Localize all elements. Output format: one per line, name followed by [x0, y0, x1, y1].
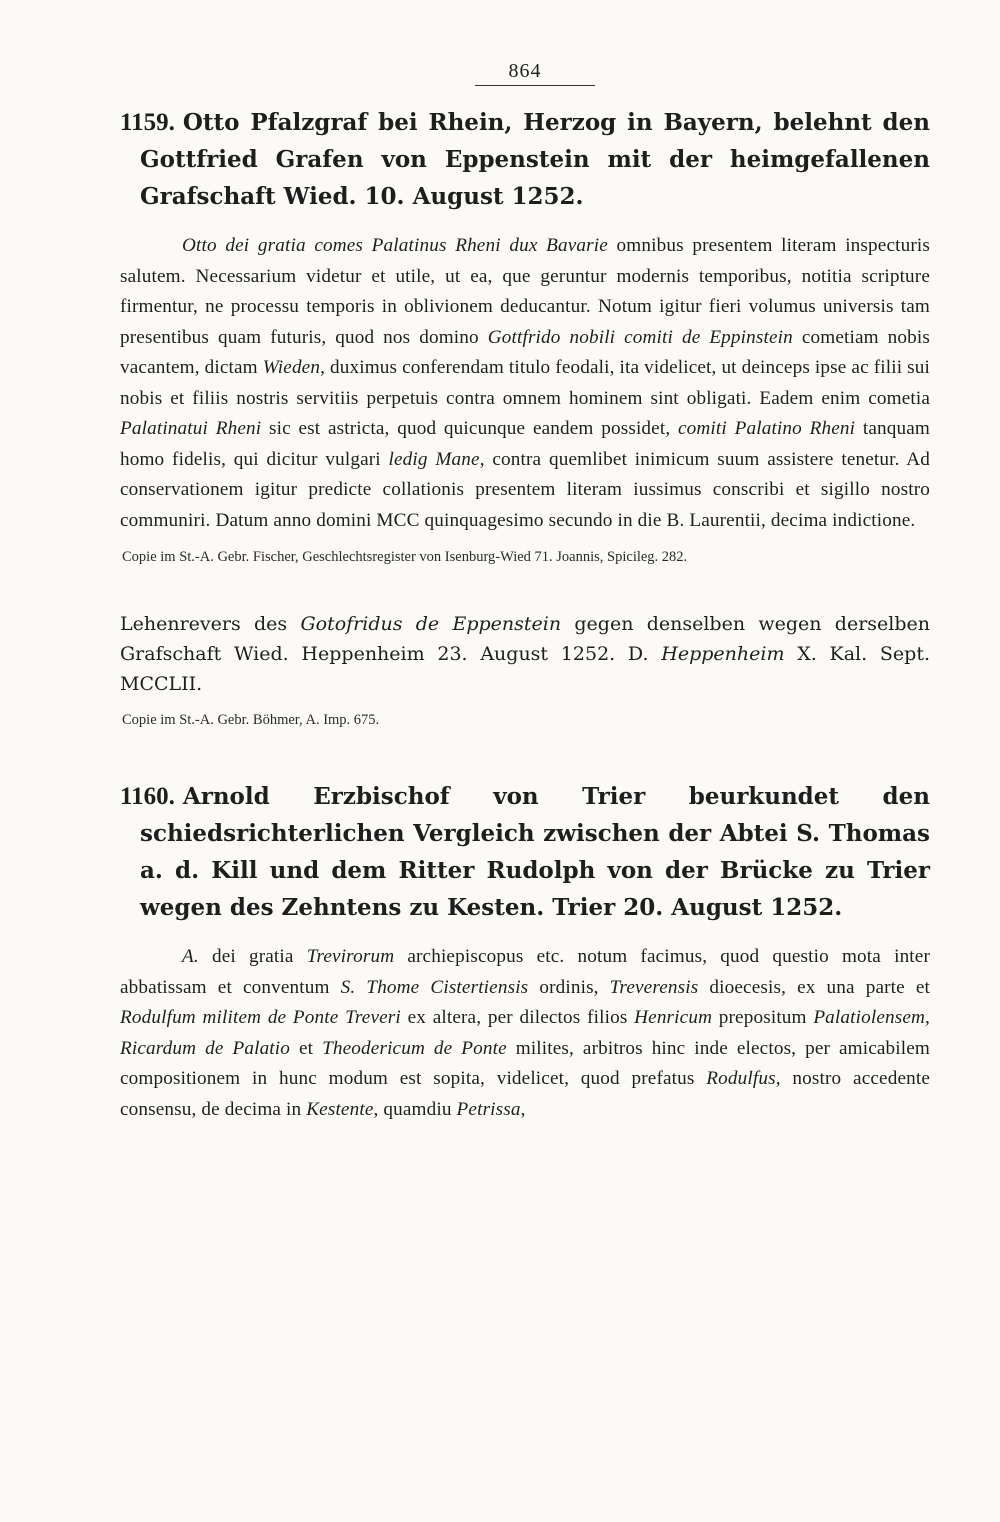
regest-source-note: Copie im St.-A. Gebr. Böhmer, A. Imp. 675.: [122, 712, 380, 728]
text-segment: ,: [520, 1098, 526, 1120]
italic-text-segment: Palatiolensem: [813, 1007, 926, 1028]
italic-text-segment: Wieden: [262, 357, 321, 378]
entry-1160-number: 1160.: [120, 783, 175, 810]
text-segment: sic est astricta, quod quicunque eandem possidet,: [261, 418, 679, 439]
entry-1159-source-note: Copie im St.-A. Gebr. Fischer, Geschlechtsregister von Isenburg-Wied 71. Joannis, Spicileg. 282.: [122, 549, 688, 565]
text-segment: omnibus presentem literam inspecturis salutem. Necessarium videtur et utile, ut ea, que geruntur modernis temporibus, notitia scripture firmentur, ne processu temporis in oblivionem deducantur. Notum igitur fieri volumus universis tam presentibus quam futuris, quod nos domino: [120, 235, 930, 348]
entry-1160-body: [120, 942, 930, 1125]
text-segment: prepositum: [712, 1007, 814, 1028]
italic-text-segment: Kestente: [306, 1098, 374, 1120]
italic-text-segment: Gotofridus de Eppenstein: [300, 613, 562, 635]
text-segment: , nostro accedente consensu, de decima in: [120, 1068, 930, 1120]
italic-text-segment: S. Thome Cistertiensis: [340, 976, 529, 998]
entry-1159-title: Otto Pfalzgraf bei Rhein, Herzog in Bayern, belehnt den Gottfried Grafen von Eppenstein mit der heimgefallenen Grafschaft Wied. 10. August 1252.: [140, 109, 930, 210]
regest-text: [120, 609, 930, 699]
italic-text-segment: ledig Mane: [388, 448, 480, 470]
entry-1160-title: Arnold Erzbischof von Trier beurkundet den schiedsrichterlichen Vergleich zwischen der Abtei S. Thomas a. d. Kill und dem Ritter Rudolph von der Brücke zu Trier wegen des Zehntens zu Kesten. Trier 20. August 1252.: [140, 783, 930, 921]
italic-text-segment: A.: [182, 946, 199, 967]
italic-text-segment: Rodulfum militem de Ponte Treveri: [120, 1007, 401, 1028]
text-segment: X. Kal. Sept. MCCLII.: [120, 643, 931, 695]
text-segment: dioecesis, ex una parte et: [698, 976, 931, 998]
entry-1160-heading: [120, 778, 930, 926]
text-segment: dei gratia: [198, 946, 307, 967]
text-segment: ordinis,: [528, 976, 610, 998]
text-segment: ,: [925, 1007, 930, 1028]
text-segment: , contra quemlibet inimicum suum assistere tenetur. Ad conservationem igitur predicte collationis presentem literam iussimus conscribi et sigillo nostro communiri. Datum anno domini MCC quinquagesimo secundo in die B. Laurentii, decima indictione.: [120, 448, 930, 531]
page-number-rule: [475, 85, 595, 86]
italic-text-segment: Henricum: [634, 1007, 713, 1028]
text-segment: ex altera, per dilectos filios: [400, 1007, 635, 1028]
italic-text-segment: Palatinatui Rheni: [120, 418, 262, 439]
text-segment: gegen denselben wegen derselben Grafschaft Wied. Heppenheim 23. August 1252. D.: [120, 613, 931, 665]
text-segment: milites, arbitros hinc inde electos, per amicabilem compositionem in hunc modum est sopita, videlicet, quod prefatus: [120, 1037, 930, 1089]
document-page: [120, 60, 930, 1125]
text-segment: et: [290, 1037, 323, 1059]
italic-text-segment: Heppenheim: [661, 643, 785, 665]
italic-text-segment: Petrissa: [456, 1098, 521, 1120]
text-segment: Lehenrevers des: [120, 613, 301, 635]
entry-1159-number: 1159.: [120, 109, 175, 136]
italic-text-segment: Otto dei gratia comes Palatinus Rheni dux Bavarie: [182, 235, 608, 256]
text-segment: cometiam nobis vacantem, dictam: [120, 326, 930, 378]
italic-text-segment: Trevirorum: [306, 946, 395, 967]
text-segment: tanquam homo fidelis, qui dicitur vulgari: [120, 418, 930, 470]
entry-1159-heading: [120, 104, 930, 215]
text-segment: , quamdiu: [373, 1098, 457, 1120]
italic-text-segment: Treverensis: [609, 976, 699, 998]
italic-text-segment: Gottfrido nobili comiti de Eppinstein: [487, 326, 793, 348]
entry-1159-body: [120, 231, 930, 536]
italic-text-segment: Theodericum de Ponte: [322, 1037, 507, 1059]
italic-text-segment: Ricardum de Palatio: [120, 1037, 291, 1059]
text-segment: archiepiscopus etc. notum facimus, quod questio mota inter abbatissam et conventum: [120, 946, 930, 998]
italic-text-segment: comiti Palatino Rheni: [678, 418, 856, 439]
italic-text-segment: Rodulfus: [706, 1068, 776, 1089]
text-segment: , duximus conferendam titulo feodali, ita videlicet, ut deinceps ipse ac filii sui nobis et filiis nostris servitiis perpetuis contra omnem hominem sint obligati. Eadem enim cometia: [120, 357, 930, 409]
page-number: 864: [508, 60, 542, 82]
